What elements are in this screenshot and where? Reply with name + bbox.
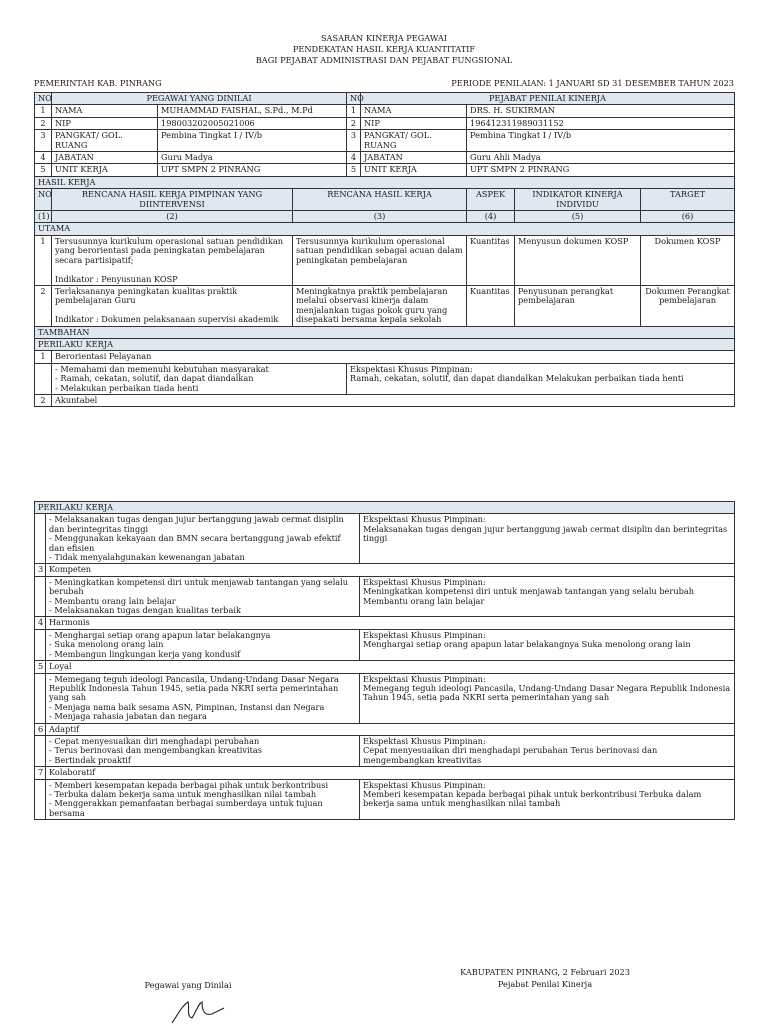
instansi-label: PEMERINTAH KAB. PINRANG <box>34 78 162 88</box>
field-label: UNIT KERJA <box>52 164 158 176</box>
dinilai-value: 198003202005021006 <box>158 117 347 129</box>
perilaku-indicators: - Cepat menyesuaikan diri menghadapi perubahan - Terus berinovasi dan mengembangkan kreativitas - Bertindak proaktif <box>46 735 360 766</box>
ekspektasi-text: Menghargai setiap orang apapun latar belakangnya Suka menolong orang lain <box>363 639 691 650</box>
doc-subtitle-2: BAGI PEJABAT ADMINISTRASI DAN PEJABAT FUNGSIONAL <box>255 55 513 65</box>
perilaku-name: Harmonis <box>46 617 735 629</box>
penilai-value: DRS. H. SUKIRMAN <box>467 105 735 117</box>
row-no: 4 <box>35 617 46 629</box>
hasil-kerja-number-row <box>35 211 735 223</box>
no-header-2: NO <box>347 93 361 105</box>
perilaku-name: Adaptif <box>46 723 735 735</box>
dinilai-value: MUHAMMAD FAISHAL, S.Pd., M.Pd <box>158 105 347 117</box>
row-no: 5 <box>347 164 361 176</box>
col-number: (2) <box>52 211 293 223</box>
penilai-value: Guru Ahli Madya <box>467 152 735 164</box>
perilaku-detail-row <box>35 576 735 617</box>
ekspektasi-label: Ekspektasi Khusus Pimpinan: <box>363 629 486 640</box>
perilaku-kerja-section: PERILAKU KERJA <box>35 502 735 514</box>
perilaku-detail-row <box>35 514 735 564</box>
col-number: (3) <box>293 211 467 223</box>
skp-table-page2 <box>34 501 735 820</box>
hasil-kerja-row <box>35 235 735 285</box>
pejabat-penilai-header: PEJABAT PENILAI KINERJA <box>361 93 735 105</box>
rencana-hasil-kerja: Tersusunnya kurikulum operasional satuan pendidikan sebagai acuan dalam peningkatan pembelajaran <box>293 235 467 285</box>
ekspektasi-text: Ramah, cekatan, solutif, dan dapat diandalkan Melakukan perbaikan tiada henti <box>350 373 684 384</box>
perilaku-kerja-section: PERILAKU KERJA <box>35 338 735 350</box>
hasil-kerja-section: HASIL KERJA <box>35 176 735 188</box>
ekspektasi-label: Ekspektasi Khusus Pimpinan: <box>350 363 473 374</box>
dinilai-value: UPT SMPN 2 PINRANG <box>158 164 347 176</box>
row-no: 1 <box>35 105 52 117</box>
field-label: JABATAN <box>361 152 467 164</box>
ekspektasi-text: Melaksanakan tugas dengan jujur bertanggung jawab cermat disiplin dan berintegritas tinggi <box>363 523 728 544</box>
row-no: 1 <box>347 105 361 117</box>
col-number: (6) <box>641 211 735 223</box>
perilaku-section-row <box>35 338 735 350</box>
pegawai-header-row <box>35 93 735 105</box>
col-header-target: TARGET <box>641 189 735 211</box>
perilaku-title-row <box>35 723 735 735</box>
perilaku-title-row <box>35 564 735 576</box>
field-label: NAMA <box>52 105 158 117</box>
pegawai-dinilai-label: Pegawai yang Dinilai <box>144 980 232 990</box>
tambahan-section-row <box>35 326 735 338</box>
perilaku-indicators: - Melaksanakan tugas dengan jujur bertanggung jawab cermat disiplin dan berintegritas tinggi - Menggunakan kekayaan dan BMN secara bertanggung jawab efektif dan efisien - Tidak menyalahgunakan kewenangan jabatan <box>46 514 360 564</box>
perilaku-detail-row <box>35 779 735 820</box>
rencana-pimpinan: Tersusunnya kurikulum operasional satuan pendidikan yang berorientasi pada peningkatan pembelajaran secara partisipatif; Indikator : Penyusunan KOSP <box>52 235 293 285</box>
row-no: 6 <box>35 723 46 735</box>
utama-section-row <box>35 223 735 235</box>
col-number: (1) <box>35 211 52 223</box>
col-number: (5) <box>515 211 641 223</box>
tambahan-section: TAMBAHAN <box>35 326 735 338</box>
field-label: PANGKAT/ GOL. RUANG <box>361 130 467 152</box>
perilaku-title-row <box>35 394 735 406</box>
col-header-pimpinan: RENCANA HASIL KERJA PIMPINAN YANG DIINTERVENSI <box>52 189 293 211</box>
perilaku-detail-row <box>35 363 735 394</box>
field-label: NAMA <box>361 105 467 117</box>
hasil-kerja-section-row <box>35 176 735 188</box>
perilaku-name: Kompeten <box>46 564 735 576</box>
perilaku-detail-row <box>35 735 735 766</box>
pegawai-row <box>35 152 735 164</box>
row-no: 2 <box>35 117 52 129</box>
row-no: 7 <box>35 767 46 779</box>
perilaku-indicators: - Memahami dan memenuhi kebutuhan masyarakat - Ramah, cekatan, solutif, dan dapat diandalkan - Melakukan perbaikan tiada henti <box>52 363 347 394</box>
rencana-hasil-kerja: Meningkatnya praktik pembelajaran melalui observasi kinerja dalam menjalankan tugas pokok guru yang disepakati bersama kepala sekolah <box>293 285 467 326</box>
row-no: 2 <box>347 117 361 129</box>
field-label: JABATAN <box>52 152 158 164</box>
ekspektasi-cell <box>360 629 735 660</box>
ekspektasi-label: Ekspektasi Khusus Pimpinan: <box>363 735 486 746</box>
penilai-value: UPT SMPN 2 PINRANG <box>467 164 735 176</box>
perilaku-indicators: - Meningkatkan kompetensi diri untuk menjawab tantangan yang selalu berubah - Membantu orang lain belajar - Melaksanakan tugas dengan kualitas terbaik <box>46 576 360 617</box>
perilaku-title-row <box>35 351 735 363</box>
perilaku-section-row <box>35 502 735 514</box>
pegawai-row <box>35 105 735 117</box>
ekspektasi-text: Meningkatkan kompetensi diri untuk menjawab tantangan yang selalu berubah Membantu orang lain belajar <box>363 586 694 606</box>
target: Dokumen KOSP <box>641 235 735 285</box>
utama-section: UTAMA <box>35 223 735 235</box>
ekspektasi-text: Memberi kesempatan kepada berbagai pihak untuk berkontribusi Terbuka dalam bekerja sama untuk menghasilkan nilai tambah <box>363 788 702 809</box>
perilaku-name: Akuntabel <box>52 394 735 406</box>
dinilai-value: Pembina Tingkat I / IV/b <box>158 130 347 152</box>
ekspektasi-label: Ekspektasi Khusus Pimpinan: <box>363 514 486 525</box>
rencana-pimpinan: Terlaksananya peningkatan kualitas praktik pembelajaran Guru Indikator : Dokumen pelaksanaan supervisi akademik <box>52 285 293 326</box>
field-label: NIP <box>361 117 467 129</box>
perilaku-title-row <box>35 661 735 673</box>
perilaku-name: Berorientasi Pelayanan <box>52 351 735 363</box>
row-no: 2 <box>35 285 52 326</box>
pegawai-row <box>35 130 735 152</box>
field-label: UNIT KERJA <box>361 164 467 176</box>
row-no: 3 <box>35 130 52 152</box>
perilaku-indicators: - Memegang teguh ideologi Pancasila, Undang-Undang Dasar Negara Republik Indonesia Tahun 1945, setia pada NKRI serta pemerintahan yang sah - Menjaga nama baik sesama ASN, Pimpinan, Instansi dan Negara - Menjaga rahasia jabatan dan negara <box>46 673 360 723</box>
doc-title: SASARAN KINERJA PEGAWAI <box>320 33 448 43</box>
field-label: NIP <box>52 117 158 129</box>
ekspektasi-cell <box>360 673 735 723</box>
col-header-rencana: RENCANA HASIL KERJA <box>293 189 467 211</box>
perilaku-indicators: - Memberi kesempatan kepada berbagai pihak untuk berkontribusi - Terbuka dalam bekerja sama untuk menghasilkan nilai tambah - Menggerakkan pemanfaatan berbagai sumberdaya untuk tujuan bersama <box>46 779 360 820</box>
doc-subtitle: PENDEKATAN HASIL KERJA KUANTITATIF <box>292 44 476 54</box>
pegawai-dinilai-header: PEGAWAI YANG DINILAI <box>52 93 347 105</box>
ekspektasi-cell <box>360 514 735 564</box>
pejabat-penilai-label: Pejabat Penilai Kinerja <box>497 979 593 989</box>
periode-label: PERIODE PENILAIAN: 1 JANUARI SD 31 DESEMBER TAHUN 2023 <box>451 78 734 88</box>
field-label: PANGKAT/ GOL. RUANG <box>52 130 158 152</box>
ekspektasi-cell <box>360 779 735 820</box>
col-header-aspek: ASPEK <box>467 189 515 211</box>
col-header-no: NO <box>35 189 52 211</box>
target: Dokumen Perangkat pembelajaran <box>641 285 735 326</box>
perilaku-name: Loyal <box>46 661 735 673</box>
ekspektasi-label: Ekspektasi Khusus Pimpinan: <box>363 779 486 790</box>
row-no: 2 <box>35 394 52 406</box>
signature-drawing <box>168 996 228 1024</box>
row-no: 1 <box>35 351 52 363</box>
perilaku-title-row <box>35 767 735 779</box>
row-no: 4 <box>35 152 52 164</box>
penilai-value: Pembina Tingkat I / IV/b <box>467 130 735 152</box>
row-no: 3 <box>35 564 46 576</box>
indikator-kinerja: Menyusun dokumen KOSP <box>515 235 641 285</box>
aspek: Kuantitas <box>467 285 515 326</box>
ekspektasi-text: Cepat menyesuaikan diri menghadapi perubahan Terus berinovasi dan mengembangkan kreativitas <box>363 745 658 765</box>
row-no: 5 <box>35 164 52 176</box>
perilaku-title-row <box>35 617 735 629</box>
penilai-value: 196412311989031152 <box>467 117 735 129</box>
dinilai-value: Guru Madya <box>158 152 347 164</box>
hasil-kerja-row <box>35 285 735 326</box>
col-number: (4) <box>467 211 515 223</box>
row-no: 5 <box>35 661 46 673</box>
ekspektasi-cell <box>360 735 735 766</box>
place-date: KABUPATEN PINRANG, 2 Februari 2023 <box>460 967 630 977</box>
ekspektasi-text: Memegang teguh ideologi Pancasila, Undang-Undang Dasar Negara Republik Indonesia Tahun 1945, setia pada NKRI serta pemerintahan yang sah <box>363 682 731 703</box>
ekspektasi-label: Ekspektasi Khusus Pimpinan: <box>363 576 486 587</box>
hasil-kerja-header-row <box>35 189 735 211</box>
perilaku-name: Kolaboratif <box>46 767 735 779</box>
pegawai-row <box>35 117 735 129</box>
row-no: 3 <box>347 130 361 152</box>
no-header: NO <box>35 93 52 105</box>
perilaku-indicators: - Menghargai setiap orang apapun latar belakangnya - Suka menolong orang lain - Membangun lingkungan kerja yang kondusif <box>46 629 360 660</box>
ekspektasi-cell <box>360 576 735 617</box>
pegawai-row <box>35 164 735 176</box>
perilaku-detail-row <box>35 673 735 723</box>
indikator-kinerja: Penyusunan perangkat pembelajaran <box>515 285 641 326</box>
row-no: 4 <box>347 152 361 164</box>
perilaku-detail-row <box>35 629 735 660</box>
col-header-indikator: INDIKATOR KINERJA INDIVIDU <box>515 189 641 211</box>
row-no: 1 <box>35 235 52 285</box>
skp-table-page1 <box>34 92 735 407</box>
aspek: Kuantitas <box>467 235 515 285</box>
ekspektasi-cell <box>347 363 735 394</box>
ekspektasi-label: Ekspektasi Khusus Pimpinan: <box>363 673 486 684</box>
